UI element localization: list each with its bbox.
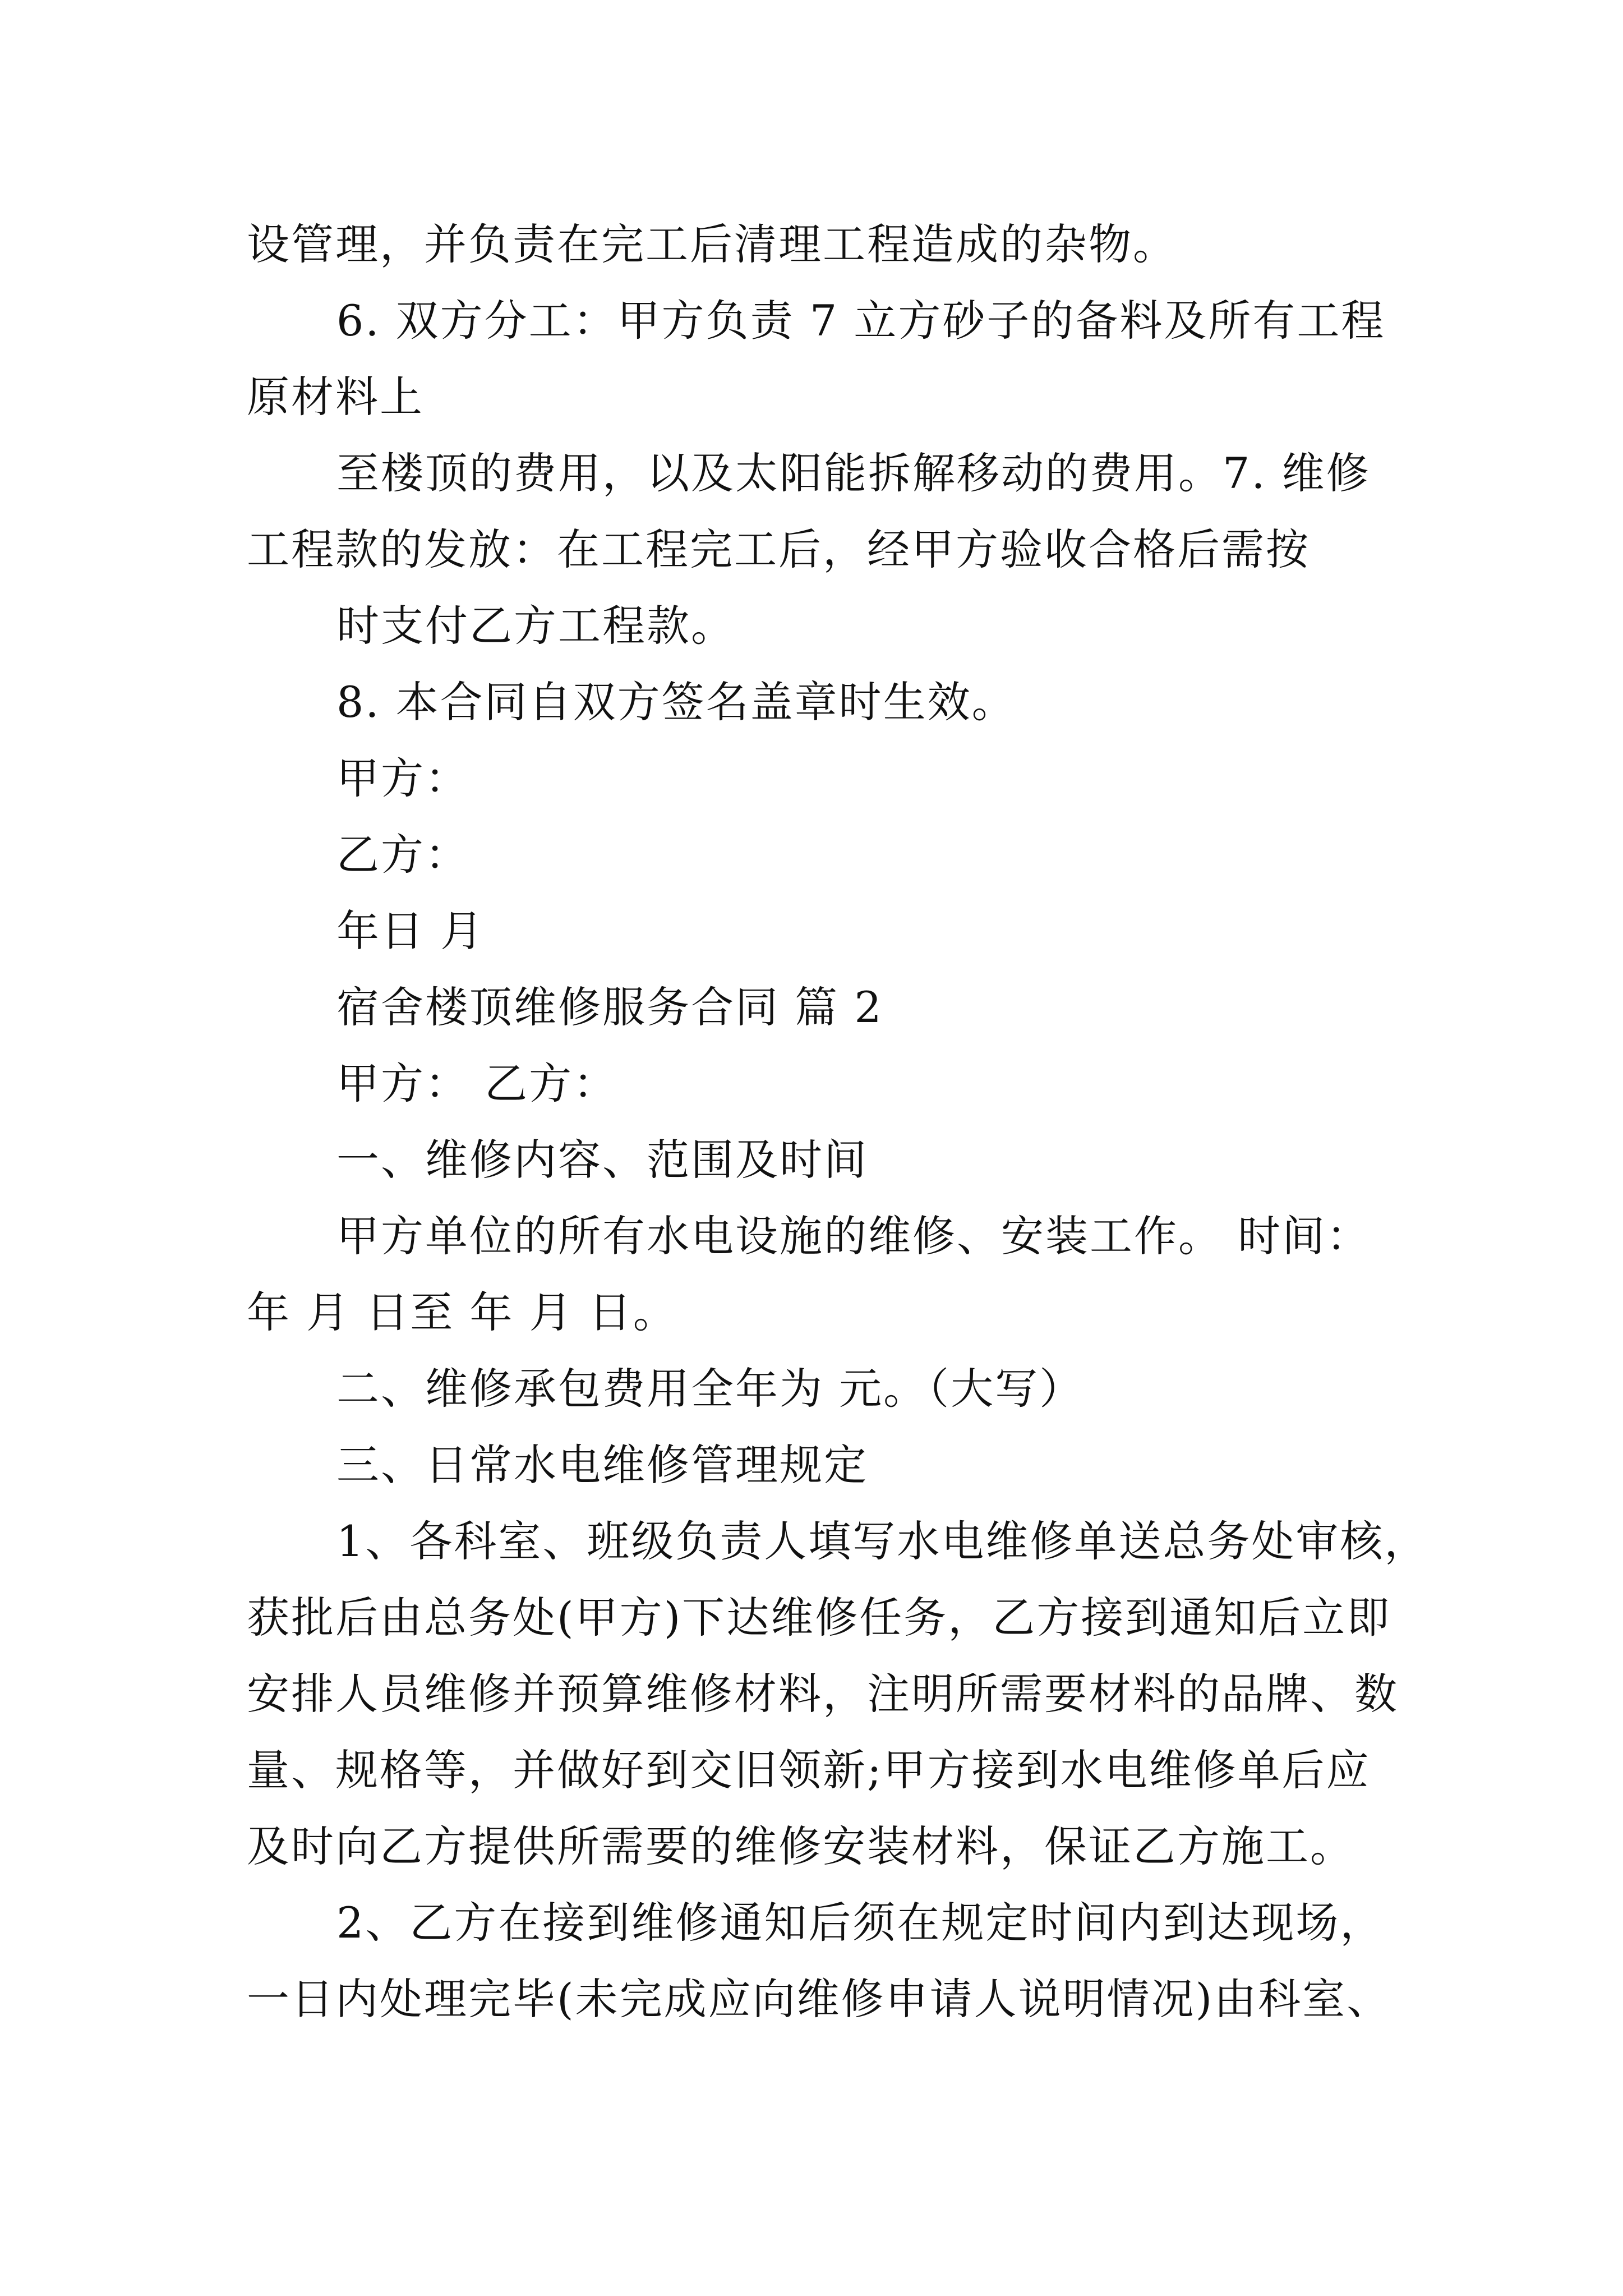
text-line: 时支付乙方工程款。 [336, 601, 735, 651]
text-line: 年 月 日至 年 月 日。 [247, 1287, 677, 1337]
text-line: 至楼顶的费用，以及太阳能拆解移动的费用。7. 维修 [336, 448, 1371, 498]
text-line: 原材料上 [247, 372, 424, 422]
section-heading: 一、维修内容、范围及时间 [336, 1135, 868, 1185]
text-line: 8. 本合同自双方签名盖章时生效。 [336, 677, 1016, 727]
text-line: 工程款的发放：在工程完工后，经甲方验收合格后需按 [247, 524, 1310, 574]
text-line: 1、各科室、班级负责人填写水电维修单送总务处审核， [336, 1516, 1429, 1566]
section-heading: 三、日常水电维修管理规定 [336, 1440, 868, 1490]
section-title: 宿舍楼顶维修服务合同 篇 2 [336, 982, 883, 1032]
text-line: 获批后由总务处(甲方)下达维修任务，乙方接到通知后立即 [247, 1593, 1391, 1642]
text-line: 一日内处理完毕(未完成应向维修申请人说明情况)由科室、 [247, 1974, 1391, 2024]
text-line: 乙方： [336, 830, 469, 880]
text-line: 甲方单位的所有水电设施的维修、安装工作。 时间： [336, 1211, 1371, 1261]
section-heading: 二、维修承包费用全年为 元。（大写） [336, 1364, 1084, 1414]
text-line: 设管理，并负责在完工后清理工程造成的杂物。 [247, 219, 1177, 269]
text-line: 及时向乙方提供所需要的维修安装材料，保证乙方施工。 [247, 1821, 1354, 1871]
text-line: 甲方： 乙方： [336, 1059, 618, 1108]
text-line: 安排人员维修并预算维修材料，注明所需要材料的品牌、数 [247, 1669, 1399, 1719]
text-line: 年日 月 [336, 906, 485, 956]
text-line: 2、乙方在接到维修通知后须在规定时间内到达现场， [336, 1898, 1385, 1948]
text-line: 6. 双方分工：甲方负责 7 立方砂子的备料及所有工程 [336, 296, 1386, 346]
text-line: 量、规格等，并做好到交旧领新;甲方接到水电维修单后应 [247, 1745, 1371, 1795]
text-line: 甲方： [336, 753, 469, 803]
